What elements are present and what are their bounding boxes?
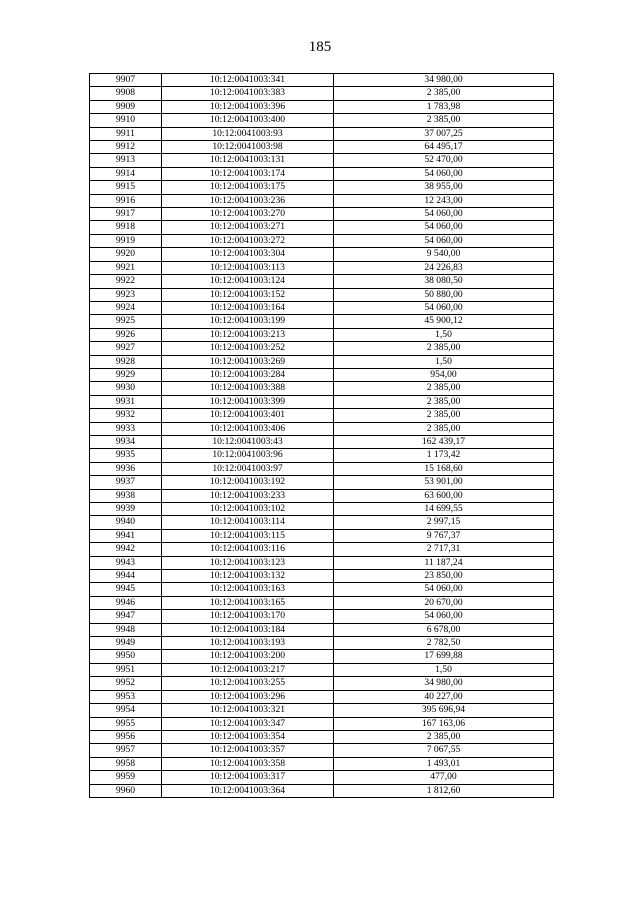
table-row [90, 529, 554, 542]
table-row [90, 543, 554, 556]
row-number-cell: 9928 [90, 355, 162, 368]
table-row [90, 141, 554, 154]
value-cell: 9 540,00 [334, 248, 554, 261]
table-row [90, 623, 554, 636]
value-cell: 477,00 [334, 771, 554, 784]
table-row [90, 596, 554, 609]
cadastral-number-cell: 10:12:0041003:236 [162, 194, 334, 207]
value-cell: 2 782,50 [334, 637, 554, 650]
value-cell: 38 955,00 [334, 181, 554, 194]
cadastral-number-cell: 10:12:0041003:321 [162, 704, 334, 717]
value-cell: 1,50 [334, 663, 554, 676]
cadastral-number-cell: 10:12:0041003:193 [162, 637, 334, 650]
value-cell: 7 067,55 [334, 744, 554, 757]
value-cell: 63 600,00 [334, 489, 554, 502]
cadastral-number-cell: 10:12:0041003:114 [162, 516, 334, 529]
table-row [90, 248, 554, 261]
value-cell: 9 767,37 [334, 529, 554, 542]
value-cell: 2 385,00 [334, 409, 554, 422]
cadastral-number-cell: 10:12:0041003:217 [162, 663, 334, 676]
row-number-cell: 9959 [90, 771, 162, 784]
row-number-cell: 9935 [90, 449, 162, 462]
table-row [90, 503, 554, 516]
row-number-cell: 9937 [90, 476, 162, 489]
value-cell: 40 227,00 [334, 690, 554, 703]
table-row [90, 690, 554, 703]
cadastral-number-cell: 10:12:0041003:255 [162, 677, 334, 690]
table-row [90, 288, 554, 301]
value-cell: 1,50 [334, 355, 554, 368]
table-row [90, 409, 554, 422]
table-row [90, 516, 554, 529]
table-row [90, 382, 554, 395]
table-row [90, 208, 554, 221]
cadastral-number-cell: 10:12:0041003:401 [162, 409, 334, 422]
row-number-cell: 9916 [90, 194, 162, 207]
table-row [90, 368, 554, 381]
value-cell: 64 495,17 [334, 141, 554, 154]
cadastral-number-cell: 10:12:0041003:98 [162, 141, 334, 154]
row-number-cell: 9911 [90, 127, 162, 140]
value-cell: 1 812,60 [334, 784, 554, 797]
value-cell: 54 060,00 [334, 208, 554, 221]
table-row [90, 556, 554, 569]
table-row [90, 650, 554, 663]
table-row [90, 435, 554, 448]
cadastral-number-cell: 10:12:0041003:170 [162, 610, 334, 623]
value-cell: 54 060,00 [334, 167, 554, 180]
value-cell: 15 168,60 [334, 462, 554, 475]
cadastral-number-cell: 10:12:0041003:269 [162, 355, 334, 368]
table-row [90, 771, 554, 784]
table-row [90, 717, 554, 730]
value-cell: 2 385,00 [334, 87, 554, 100]
cadastral-number-cell: 10:12:0041003:123 [162, 556, 334, 569]
row-number-cell: 9942 [90, 543, 162, 556]
table-row [90, 583, 554, 596]
table-row [90, 221, 554, 234]
row-number-cell: 9921 [90, 261, 162, 274]
row-number-cell: 9915 [90, 181, 162, 194]
value-cell: 34 980,00 [334, 74, 554, 87]
cadastral-number-cell: 10:12:0041003:396 [162, 100, 334, 113]
table-row [90, 167, 554, 180]
value-cell: 20 670,00 [334, 596, 554, 609]
row-number-cell: 9917 [90, 208, 162, 221]
row-number-cell: 9931 [90, 395, 162, 408]
value-cell: 52 470,00 [334, 154, 554, 167]
cadastral-number-cell: 10:12:0041003:252 [162, 342, 334, 355]
cadastral-number-cell: 10:12:0041003:364 [162, 784, 334, 797]
row-number-cell: 9958 [90, 757, 162, 770]
cadastral-number-cell: 10:12:0041003:174 [162, 167, 334, 180]
cadastral-number-cell: 10:12:0041003:131 [162, 154, 334, 167]
row-number-cell: 9918 [90, 221, 162, 234]
cadastral-number-cell: 10:12:0041003:96 [162, 449, 334, 462]
cadastral-number-cell: 10:12:0041003:358 [162, 757, 334, 770]
value-cell: 1 493,01 [334, 757, 554, 770]
cadastral-number-cell: 10:12:0041003:113 [162, 261, 334, 274]
row-number-cell: 9957 [90, 744, 162, 757]
table-row [90, 194, 554, 207]
row-number-cell: 9909 [90, 100, 162, 113]
table-row [90, 489, 554, 502]
cadastral-number-cell: 10:12:0041003:270 [162, 208, 334, 221]
row-number-cell: 9907 [90, 74, 162, 87]
row-number-cell: 9940 [90, 516, 162, 529]
cadastral-number-cell: 10:12:0041003:284 [162, 368, 334, 381]
table-row [90, 114, 554, 127]
table-row [90, 476, 554, 489]
value-cell: 1,50 [334, 328, 554, 341]
row-number-cell: 9927 [90, 342, 162, 355]
row-number-cell: 9932 [90, 409, 162, 422]
row-number-cell: 9952 [90, 677, 162, 690]
value-cell: 167 163,06 [334, 717, 554, 730]
row-number-cell: 9930 [90, 382, 162, 395]
value-cell: 162 439,17 [334, 435, 554, 448]
cadastral-number-cell: 10:12:0041003:102 [162, 503, 334, 516]
table-row [90, 154, 554, 167]
value-cell: 11 187,24 [334, 556, 554, 569]
cadastral-number-cell: 10:12:0041003:115 [162, 529, 334, 542]
row-number-cell: 9926 [90, 328, 162, 341]
row-number-cell: 9960 [90, 784, 162, 797]
table-row [90, 677, 554, 690]
value-cell: 54 060,00 [334, 301, 554, 314]
row-number-cell: 9922 [90, 275, 162, 288]
row-number-cell: 9920 [90, 248, 162, 261]
table-row [90, 328, 554, 341]
value-cell: 54 060,00 [334, 583, 554, 596]
row-number-cell: 9954 [90, 704, 162, 717]
cadastral-number-cell: 10:12:0041003:152 [162, 288, 334, 301]
cadastral-number-cell: 10:12:0041003:357 [162, 744, 334, 757]
row-number-cell: 9947 [90, 610, 162, 623]
value-cell: 50 880,00 [334, 288, 554, 301]
value-cell: 954,00 [334, 368, 554, 381]
table-row [90, 395, 554, 408]
value-cell: 2 385,00 [334, 342, 554, 355]
row-number-cell: 9913 [90, 154, 162, 167]
row-number-cell: 9923 [90, 288, 162, 301]
cadastral-number-cell: 10:12:0041003:341 [162, 74, 334, 87]
row-number-cell: 9953 [90, 690, 162, 703]
value-cell: 6 678,00 [334, 623, 554, 636]
cadastral-number-cell: 10:12:0041003:200 [162, 650, 334, 663]
value-cell: 54 060,00 [334, 610, 554, 623]
table-row [90, 422, 554, 435]
row-number-cell: 9910 [90, 114, 162, 127]
table-row [90, 704, 554, 717]
row-number-cell: 9936 [90, 462, 162, 475]
cadastral-number-cell: 10:12:0041003:233 [162, 489, 334, 502]
row-number-cell: 9914 [90, 167, 162, 180]
table-row [90, 74, 554, 87]
value-cell: 1 783,98 [334, 100, 554, 113]
cadastral-number-cell: 10:12:0041003:165 [162, 596, 334, 609]
table-row [90, 234, 554, 247]
table-row [90, 100, 554, 113]
value-cell: 54 060,00 [334, 234, 554, 247]
row-number-cell: 9933 [90, 422, 162, 435]
cadastral-number-cell: 10:12:0041003:43 [162, 435, 334, 448]
cadastral-number-cell: 10:12:0041003:93 [162, 127, 334, 140]
value-cell: 38 080,50 [334, 275, 554, 288]
table-row [90, 570, 554, 583]
row-number-cell: 9929 [90, 368, 162, 381]
row-number-cell: 9939 [90, 503, 162, 516]
value-cell: 12 243,00 [334, 194, 554, 207]
value-cell: 23 850,00 [334, 570, 554, 583]
value-cell: 2 997,15 [334, 516, 554, 529]
row-number-cell: 9956 [90, 730, 162, 743]
value-cell: 53 901,00 [334, 476, 554, 489]
cadastral-number-cell: 10:12:0041003:175 [162, 181, 334, 194]
table-row [90, 355, 554, 368]
cadastral-number-cell: 10:12:0041003:383 [162, 87, 334, 100]
cadastral-number-cell: 10:12:0041003:400 [162, 114, 334, 127]
value-cell: 2 385,00 [334, 395, 554, 408]
table-row [90, 784, 554, 797]
cadastral-number-cell: 10:12:0041003:213 [162, 328, 334, 341]
row-number-cell: 9919 [90, 234, 162, 247]
cadastral-number-cell: 10:12:0041003:199 [162, 315, 334, 328]
page-number: 185 [308, 39, 332, 55]
table-row [90, 181, 554, 194]
cadastral-number-cell: 10:12:0041003:296 [162, 690, 334, 703]
table-row [90, 127, 554, 140]
cadastral-number-cell: 10:12:0041003:132 [162, 570, 334, 583]
value-cell: 2 385,00 [334, 422, 554, 435]
cadastral-number-cell: 10:12:0041003:97 [162, 462, 334, 475]
table-row [90, 275, 554, 288]
row-number-cell: 9948 [90, 623, 162, 636]
table-row [90, 301, 554, 314]
table-row [90, 637, 554, 650]
table-body [90, 74, 554, 798]
value-cell: 2 385,00 [334, 382, 554, 395]
row-number-cell: 9944 [90, 570, 162, 583]
cadastral-number-cell: 10:12:0041003:164 [162, 301, 334, 314]
table-row [90, 342, 554, 355]
cadastral-number-cell: 10:12:0041003:184 [162, 623, 334, 636]
row-number-cell: 9908 [90, 87, 162, 100]
cadastral-number-cell: 10:12:0041003:388 [162, 382, 334, 395]
value-cell: 2 385,00 [334, 114, 554, 127]
table-row [90, 744, 554, 757]
cadastral-number-cell: 10:12:0041003:124 [162, 275, 334, 288]
value-cell: 24 226,83 [334, 261, 554, 274]
cadastral-number-cell: 10:12:0041003:116 [162, 543, 334, 556]
row-number-cell: 9941 [90, 529, 162, 542]
row-number-cell: 9934 [90, 435, 162, 448]
row-number-cell: 9912 [90, 141, 162, 154]
row-number-cell: 9950 [90, 650, 162, 663]
table-row [90, 610, 554, 623]
cadastral-number-cell: 10:12:0041003:271 [162, 221, 334, 234]
cadastral-number-cell: 10:12:0041003:399 [162, 395, 334, 408]
value-cell: 14 699,55 [334, 503, 554, 516]
table-row [90, 730, 554, 743]
value-cell: 2 717,31 [334, 543, 554, 556]
row-number-cell: 9955 [90, 717, 162, 730]
cadastral-number-cell: 10:12:0041003:354 [162, 730, 334, 743]
row-number-cell: 9946 [90, 596, 162, 609]
cadastral-number-cell: 10:12:0041003:304 [162, 248, 334, 261]
table-row [90, 315, 554, 328]
value-cell: 34 980,00 [334, 677, 554, 690]
value-cell: 37 007,25 [334, 127, 554, 140]
value-cell: 45 900,12 [334, 315, 554, 328]
row-number-cell: 9949 [90, 637, 162, 650]
row-number-cell: 9925 [90, 315, 162, 328]
row-number-cell: 9938 [90, 489, 162, 502]
cadastral-number-cell: 10:12:0041003:192 [162, 476, 334, 489]
value-cell: 395 696,94 [334, 704, 554, 717]
table-row [90, 757, 554, 770]
row-number-cell: 9924 [90, 301, 162, 314]
table-row [90, 449, 554, 462]
row-number-cell: 9951 [90, 663, 162, 676]
cadastral-value-table [89, 73, 554, 798]
cadastral-number-cell: 10:12:0041003:347 [162, 717, 334, 730]
row-number-cell: 9943 [90, 556, 162, 569]
value-cell: 54 060,00 [334, 221, 554, 234]
table-row [90, 261, 554, 274]
table-row [90, 462, 554, 475]
value-cell: 2 385,00 [334, 730, 554, 743]
row-number-cell: 9945 [90, 583, 162, 596]
cadastral-number-cell: 10:12:0041003:406 [162, 422, 334, 435]
cadastral-number-cell: 10:12:0041003:163 [162, 583, 334, 596]
value-cell: 1 173,42 [334, 449, 554, 462]
cadastral-number-cell: 10:12:0041003:317 [162, 771, 334, 784]
table-row [90, 87, 554, 100]
cadastral-number-cell: 10:12:0041003:272 [162, 234, 334, 247]
value-cell: 17 699,88 [334, 650, 554, 663]
table-row [90, 663, 554, 676]
